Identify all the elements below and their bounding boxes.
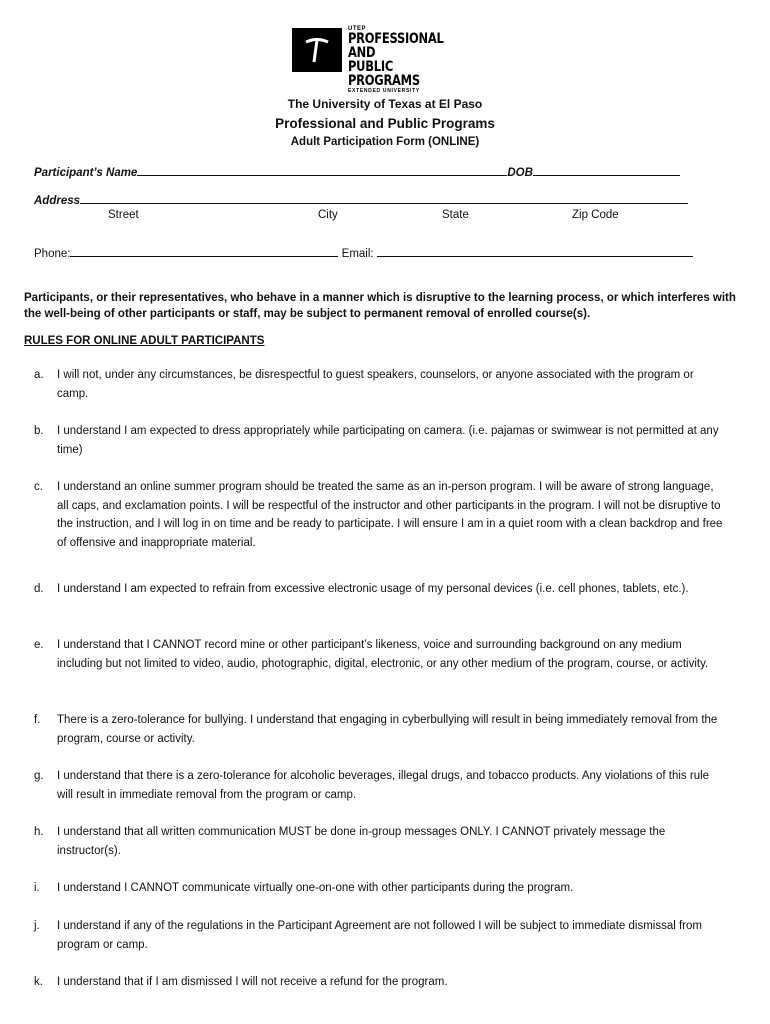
rule-letter: h. <box>34 826 44 838</box>
rule-letter: k. <box>34 976 43 988</box>
rule-text: There is a zero-tolerance for bullying. I understand that engaging in cyberbullying will result in being immediately removal from the program, course or activity. <box>57 714 718 745</box>
rule-item <box>34 580 724 599</box>
rule-letter: b. <box>34 425 44 437</box>
state-caption: State <box>442 209 469 221</box>
conduct-warning: Participants, or their representatives, who behave in a manner which is disruptive to the learning process, or which interferes with the well-being of other participants or staff, may be subject to permanent removal of enrolled course(s). <box>24 292 736 320</box>
rule-item <box>34 422 724 459</box>
university-name: The University of Texas at El Paso <box>287 97 483 111</box>
address-row <box>34 192 688 207</box>
name-field[interactable] <box>137 164 507 176</box>
logo-line-2: PUBLIC PROGRAMS <box>348 59 420 89</box>
pickaxe-t-icon <box>292 28 342 72</box>
rule-text: I understand that there is a zero-tolerance for alcoholic beverages, illegal drugs, and tobacco products. Any violations of this rule will result in immediate removal from the program or camp. <box>57 770 710 801</box>
address-label: Address <box>34 195 81 207</box>
rule-item <box>34 478 724 552</box>
rule-item <box>34 879 724 898</box>
rule-text: I understand that all written communication MUST be done in-group messages ONLY. I CANNOT privately message the instructor(s). <box>57 826 666 857</box>
logo-small-text: UTEP <box>348 26 367 32</box>
rule-item <box>34 823 724 860</box>
phone-email-row <box>34 245 693 260</box>
rule-letter: f. <box>34 714 41 726</box>
rule-letter: a. <box>34 369 44 381</box>
dob-label: DOB <box>507 167 533 179</box>
rule-item <box>34 366 724 403</box>
email-label: Email: <box>341 248 374 260</box>
rule-text: I will not, under any circumstances, be disrespectful to guest speakers, counselors, or anyone associated with the program or camp. <box>57 369 694 400</box>
rule-text: I understand I CANNOT communicate virtually one-on-one with other participants during the program. <box>57 882 574 894</box>
rule-item <box>34 917 724 954</box>
street-caption: Street <box>108 209 139 221</box>
rule-item <box>34 767 724 804</box>
rule-item <box>34 711 724 748</box>
phone-label: Phone: <box>34 248 71 260</box>
rule-text: I understand that I CANNOT record mine or other participant’s likeness, voice and surrounding background on any medium including but not limited to video, audio, photographic, digital, electronic, or any other medium of the program, course, or activity. <box>57 639 709 670</box>
address-field[interactable] <box>80 192 688 204</box>
rule-letter: j. <box>34 920 40 932</box>
rule-text: I understand that if I am dismissed I will not receive a refund for the program. <box>57 976 448 988</box>
rule-letter: g. <box>34 770 44 782</box>
name-label: Participant’s Name <box>34 167 138 179</box>
rules-title: RULES FOR ONLINE ADULT PARTICIPANTS <box>24 335 265 347</box>
rule-text: I understand an online summer program should be treated the same as an in-person program. I will be aware of strong language, all caps, and exclamation points. I will be respectful of the instructor and other participants in the program. I will not be disruptive to the instruction, and I will log in on time and be ready to participate. I will ensure I am in a quiet room with a clean backdrop and free of offensive and inappropriate material. <box>57 481 723 549</box>
rule-text: I understand if any of the regulations in the Participant Agreement are not followed I will be subject to immediate dismissal from program or camp. <box>57 920 702 951</box>
email-field[interactable] <box>377 245 693 257</box>
rule-text: I understand I am expected to refrain from excessive electronic usage of my personal devices (i.e. cell phones, tablets, etc.). <box>57 583 689 595</box>
rule-text: I understand I am expected to dress appropriately while participating on camera. (i.e. pajamas or swimwear is not permitted at any time) <box>57 425 719 456</box>
logo-line-1: PROFESSIONAL AND <box>348 31 444 61</box>
rule-letter: e. <box>34 639 44 651</box>
zip-caption: Zip Code <box>572 209 619 221</box>
logo-line-3: EXTENDED UNIVERSITY <box>348 88 420 94</box>
rule-letter: i. <box>34 882 40 894</box>
phone-field[interactable] <box>70 245 338 257</box>
rule-letter: d. <box>34 583 44 595</box>
dob-field[interactable] <box>533 164 680 176</box>
department-name: Professional and Public Programs <box>275 116 495 131</box>
program-logo <box>292 26 472 94</box>
name-dob-row <box>34 164 680 179</box>
city-caption: City <box>318 209 338 221</box>
rule-item <box>34 636 724 673</box>
rule-letter: c. <box>34 481 43 493</box>
form-title: Adult Participation Form (ONLINE) <box>290 136 480 148</box>
rule-item <box>34 973 724 992</box>
